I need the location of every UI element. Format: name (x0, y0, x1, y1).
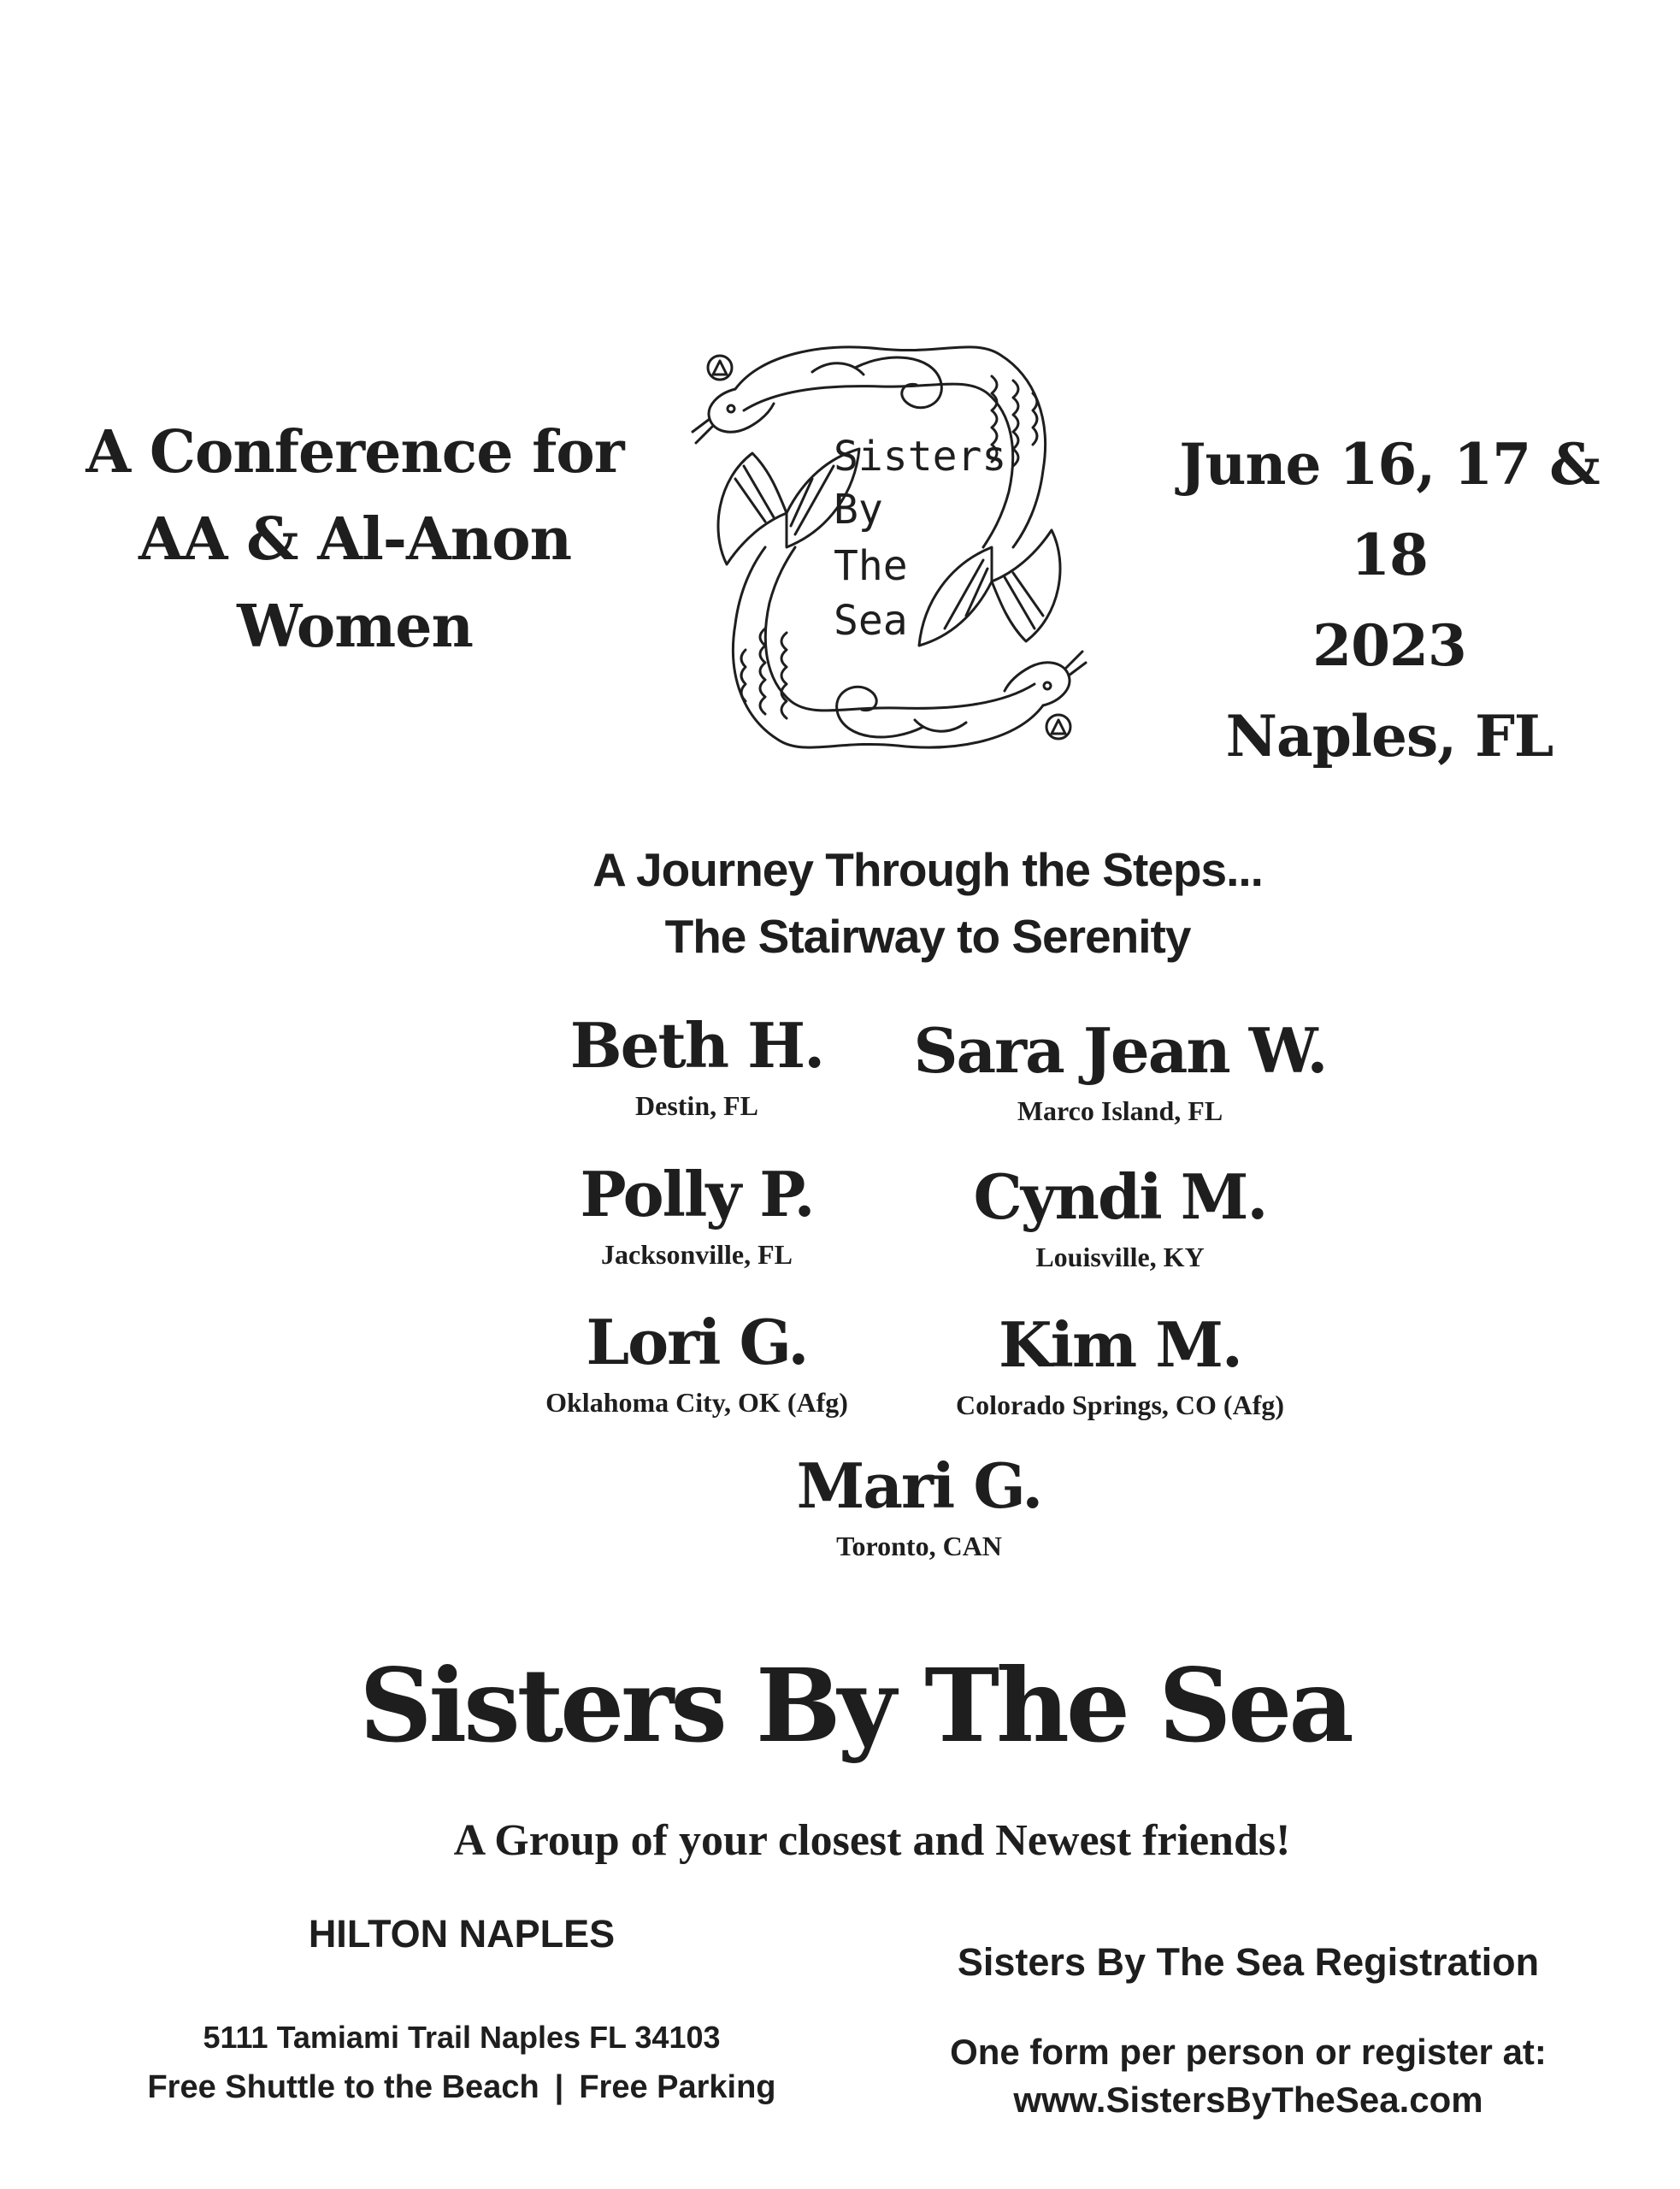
speaker-lori (457, 1304, 936, 1420)
speaker-beth (457, 1007, 936, 1124)
speaker-location: Destin, FL (635, 1090, 758, 1121)
speaker-name: Mari G. (796, 1449, 1042, 1522)
logo-line-sisters: Sisters (834, 433, 1007, 481)
logo-line-by: By (834, 486, 883, 534)
speaker-location: Toronto, CAN (836, 1531, 1002, 1561)
speaker-polly (457, 1156, 936, 1272)
theme-line-1: A Journey Through the Steps... (592, 843, 1263, 896)
audience-line-2: AA & Al-Anon (138, 505, 572, 574)
speaker-name: Polly P. (580, 1158, 814, 1230)
event-dates: June 16, 17 & 18 (1179, 431, 1600, 588)
shuttle-info: Free Shuttle to the Beach (147, 2069, 539, 2105)
speaker-location: Oklahoma City, OK (Afg) (545, 1387, 848, 1418)
speaker-name: Kim M. (999, 1308, 1241, 1381)
speaker-name: Cyndi M. (973, 1160, 1267, 1233)
speaker-sara-jean (881, 1012, 1359, 1129)
parking-info: Free Parking (579, 2069, 776, 2105)
speaker-location: Jacksonville, FL (600, 1239, 793, 1270)
registration-instruction: One form per person or register at: (950, 2032, 1547, 2072)
speaker-name: Beth H. (569, 1009, 824, 1082)
speaker-location: Louisville, KY (1035, 1242, 1205, 1272)
event-title: Sisters By The Sea (359, 1646, 1351, 1765)
speaker-name: Lori G. (586, 1306, 808, 1378)
conference-audience (60, 409, 650, 670)
speaker-kim (881, 1307, 1359, 1423)
event-city: Naples, FL (1225, 703, 1553, 770)
logo-line-sea: Sea (834, 597, 908, 645)
theme-line-2: The Stairway to Serenity (664, 910, 1191, 963)
speaker-mari (680, 1448, 1158, 1564)
event-year: 2023 (1312, 612, 1466, 679)
theme (479, 836, 1376, 970)
speaker-name: Sara Jean W. (913, 1014, 1327, 1087)
speaker-location: Marco Island, FL (1017, 1095, 1223, 1126)
venue-amenities (103, 2063, 821, 2111)
audience-line-3: Women (237, 593, 473, 661)
registration-title: Sisters By The Sea Registration (957, 1940, 1540, 1984)
registration-url[interactable]: www.SistersByTheSea.com (1013, 2080, 1483, 2120)
amenities-separator: | (554, 2069, 564, 2105)
venue-address: 5111 Tamiami Trail Naples FL 34103 (203, 2020, 721, 2055)
tagline: A Group of your closest and Newest friends! (453, 1816, 1291, 1865)
mermaids-logo-icon (684, 308, 1094, 787)
event-dates-location (1146, 419, 1633, 782)
venue-name: HILTON NAPLES (308, 1912, 616, 1956)
audience-line-1: A Conference for (85, 418, 624, 487)
logo-line-the: The (834, 542, 908, 590)
speaker-location: Colorado Springs, CO (Afg) (955, 1390, 1284, 1420)
speaker-cyndi (881, 1159, 1359, 1275)
